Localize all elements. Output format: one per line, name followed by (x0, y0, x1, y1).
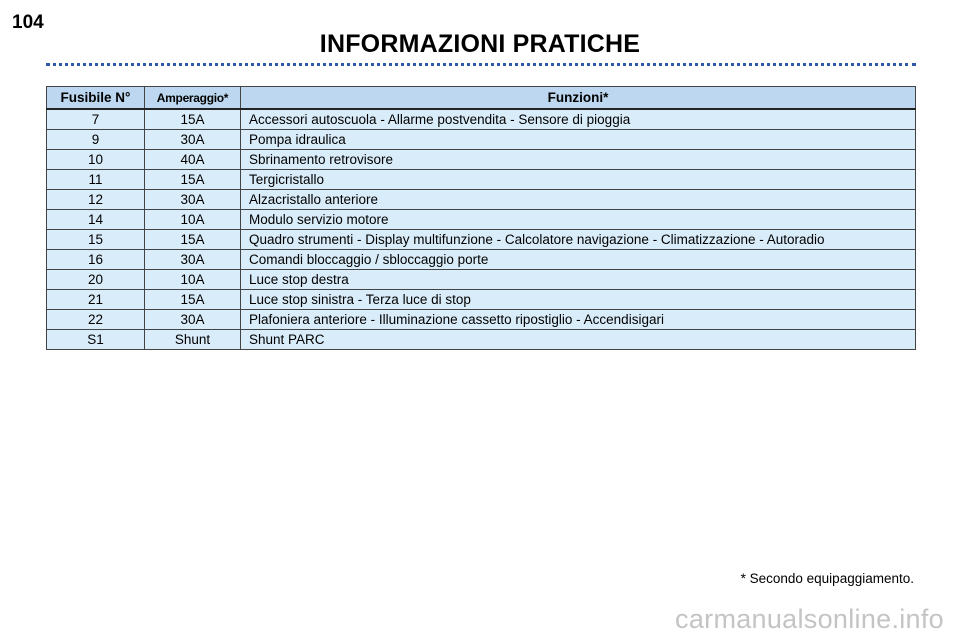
cell-functions: Luce stop sinistra - Terza luce di stop (241, 290, 916, 310)
watermark: carmanualsonline.info (675, 604, 944, 634)
cell-functions: Alzacristallo anteriore (241, 190, 916, 210)
table-row (47, 310, 916, 330)
page-number: 104 (12, 12, 44, 33)
cell-amperage: 30A (145, 190, 241, 210)
cell-amperage: 15A (145, 230, 241, 250)
table-row (47, 330, 916, 350)
table-row (47, 190, 916, 210)
cell-amperage: 30A (145, 250, 241, 270)
table-row (47, 130, 916, 150)
fuse-table (46, 86, 916, 350)
cell-functions: Luce stop destra (241, 270, 916, 290)
cell-amperage: 30A (145, 310, 241, 330)
cell-functions: Modulo servizio motore (241, 210, 916, 230)
cell-amperage: Shunt (145, 330, 241, 350)
cell-functions: Accessori autoscuola - Allarme postvendita - Sensore di pioggia (241, 109, 916, 130)
table-row (47, 150, 916, 170)
cell-fuse-number: 11 (47, 170, 145, 190)
cell-functions: Comandi bloccaggio / sbloccaggio porte (241, 250, 916, 270)
cell-amperage: 30A (145, 130, 241, 150)
cell-functions: Tergicristallo (241, 170, 916, 190)
cell-fuse-number: 10 (47, 150, 145, 170)
cell-amperage: 10A (145, 270, 241, 290)
table-row (47, 170, 916, 190)
cell-functions: Sbrinamento retrovisore (241, 150, 916, 170)
footnote: * Secondo equipaggiamento. (740, 571, 914, 586)
cell-fuse-number: 12 (47, 190, 145, 210)
table-row (47, 109, 916, 130)
table-header-row (47, 87, 916, 110)
cell-fuse-number: S1 (47, 330, 145, 350)
cell-fuse-number: 22 (47, 310, 145, 330)
cell-fuse-number: 21 (47, 290, 145, 310)
cell-fuse-number: 7 (47, 109, 145, 130)
cell-amperage: 15A (145, 170, 241, 190)
table-row (47, 250, 916, 270)
page-title: INFORMAZIONI PRATICHE (319, 30, 641, 58)
table-row (47, 290, 916, 310)
dotted-divider (46, 63, 916, 66)
cell-fuse-number: 16 (47, 250, 145, 270)
cell-fuse-number: 9 (47, 130, 145, 150)
cell-amperage: 10A (145, 210, 241, 230)
cell-fuse-number: 14 (47, 210, 145, 230)
header-functions: Funzioni* (241, 87, 916, 110)
cell-functions: Plafoniera anteriore - Illuminazione cassetto ripostiglio - Accendisigari (241, 310, 916, 330)
cell-functions: Quadro strumenti - Display multifunzione - Calcolatore navigazione - Climatizzazione - Autoradio (241, 230, 916, 250)
cell-fuse-number: 15 (47, 230, 145, 250)
header-fuse-number: Fusibile N° (47, 87, 145, 110)
table-row (47, 210, 916, 230)
cell-functions: Shunt PARC (241, 330, 916, 350)
cell-amperage: 15A (145, 290, 241, 310)
table-row (47, 270, 916, 290)
cell-amperage: 15A (145, 109, 241, 130)
cell-functions: Pompa idraulica (241, 130, 916, 150)
header-amperage: Amperaggio* (145, 87, 241, 110)
cell-amperage: 40A (145, 150, 241, 170)
cell-fuse-number: 20 (47, 270, 145, 290)
table-row (47, 230, 916, 250)
